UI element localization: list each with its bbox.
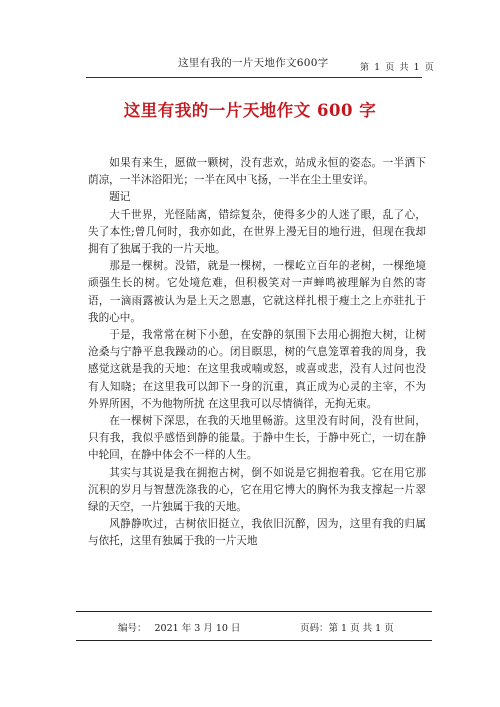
footer-number — [118, 620, 240, 634]
paragraph: 于是，我常常在树下小憩，在安静的氛围下去用心拥抱大树，让树沧桑与宁静平息我躁动的心。闭目瞑思，树的气息笼罩着我的周身，我感觉这就是我的天地：在这里我或喃或怒，或喜或悲，没有人过问也没有人知晓；在这里我可以卸下一身的沉重，真正成为心灵的主宰，不为外界所困，不为他物所扰 在这里我可以尽情徜徉，无拘无束。 — [88, 329, 426, 410]
paragraph-epigraph-label: 题记 — [109, 191, 131, 204]
footer-date: 2021 年 3 月 10 日 — [154, 623, 241, 634]
paragraph: 在一棵树下深思，在我的天地里畅游。这里没有时间，没有世间，只有我，我似乎感悟到静的能量。于静中生长，于静中死亡，一切在静中轮回，在静中体会不一样的人生。 — [88, 415, 426, 462]
paragraph: 风静静吹过，古树依旧挺立，我依旧沉醉，因为，这里有我的归属与依托，这里有独属于我的一片天地 — [88, 518, 426, 548]
paragraph: 其实与其说是我在拥抱古树，倒不如说是它拥抱着我。它在用它那沉积的岁月与智慧洗涤我的心，它在用它博大的胸怀为我支撑起一片翠绿的天空，一片独属于我的天地。 — [88, 466, 426, 514]
paragraph: 大千世界，光怪陆离，错综复杂，使得多少的人迷了眼，乱了心，失了本性;曾几何时，我亦如此，在世界上漫无目的地行进，但现在我却拥有了独属于我的一片天地。 — [88, 208, 426, 256]
header-divider — [86, 77, 422, 78]
document-body — [88, 155, 426, 551]
footer-bottom-divider — [76, 640, 432, 641]
footer-top-divider — [76, 611, 432, 612]
paragraph: 如果有来生，愿做一颗树，没有悲欢，站成永恒的姿态。一半洒下荫凉，一半沐浴阳光；一半在风中飞扬，一半在尘土里安详。 — [88, 157, 426, 187]
header-title: 这里有我的一片天地作文600字 — [178, 57, 329, 69]
footer-page-label: 页码： — [300, 623, 329, 634]
paragraph: 那是一棵树。没错，就是一棵树，一棵屹立百年的老树，一棵绝境顽强生长的树。它处境危难，但积极笑对一声蝉鸣被理解为自然的寄语，一滴雨露被认为是上天之恩惠，它就这样扎根于瘦土之上亦驻扎于我的心中。 — [88, 260, 426, 324]
footer-number-label: 编号： — [118, 623, 147, 634]
footer-page — [300, 620, 394, 634]
document-title: 这里有我的一片天地作文 600 字 — [123, 101, 377, 120]
header-page-info: 第 1 页 共 1 页 — [360, 63, 435, 73]
footer-page-value: 第 1 页 共 1 页 — [328, 623, 394, 634]
